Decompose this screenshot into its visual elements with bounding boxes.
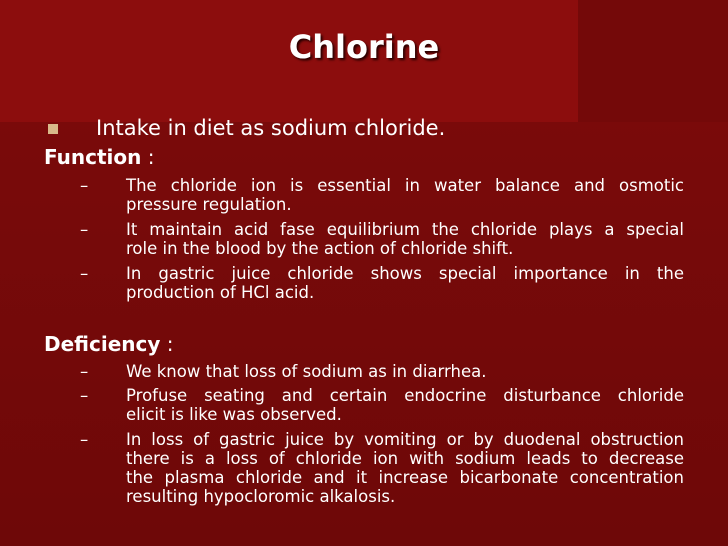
item-line: In loss of gastric juice by vomiting or by duodenal obstruction	[126, 430, 684, 449]
deficiency-item	[126, 430, 684, 506]
dash-bullet: –	[80, 176, 89, 195]
dash-bullet: –	[80, 264, 89, 283]
function-heading-colon: :	[141, 145, 155, 169]
item-line: elicit is like was observed.	[126, 405, 342, 424]
function-item	[126, 176, 684, 214]
item-line: pressure regulation.	[126, 195, 292, 214]
item-line: role in the blood by the action of chloride shift.	[126, 239, 514, 258]
deficiency-heading	[44, 332, 174, 356]
dash-bullet: –	[80, 220, 89, 239]
deficiency-heading-colon: :	[160, 332, 174, 356]
item-line: resulting hypocloromic alkalosis.	[126, 487, 396, 506]
item-line: Profuse seating and certain endocrine disturbance chloride	[126, 386, 684, 405]
square-bullet-icon	[48, 124, 58, 134]
item-line: The chloride ion is essential in water balance and osmotic	[126, 176, 684, 195]
intake-text: Intake in diet as sodium chloride.	[96, 116, 446, 140]
function-item	[126, 220, 684, 258]
deficiency-item	[126, 386, 684, 424]
dash-bullet: –	[80, 386, 89, 405]
item-line: there is a loss of chloride ion with sodium leads to decrease	[126, 449, 684, 468]
slide-title: Chlorine	[288, 28, 440, 66]
function-heading-label: Function	[44, 145, 142, 169]
dash-bullet: –	[80, 430, 89, 449]
item-line: the plasma chloride and it increase bicarbonate concentration	[126, 468, 684, 487]
function-item	[126, 264, 684, 302]
deficiency-heading-label: Deficiency	[44, 332, 161, 356]
item-line: It maintain acid fase equilibrium the chloride plays a special	[126, 220, 684, 239]
item-line: In gastric juice chloride shows special importance in the	[126, 264, 684, 283]
function-heading	[44, 145, 155, 169]
item-line: production of HCl acid.	[126, 283, 315, 302]
item-line: We know that loss of sodium as in diarrhea.	[126, 362, 487, 381]
dash-bullet: –	[80, 362, 89, 381]
deficiency-item	[126, 362, 684, 381]
